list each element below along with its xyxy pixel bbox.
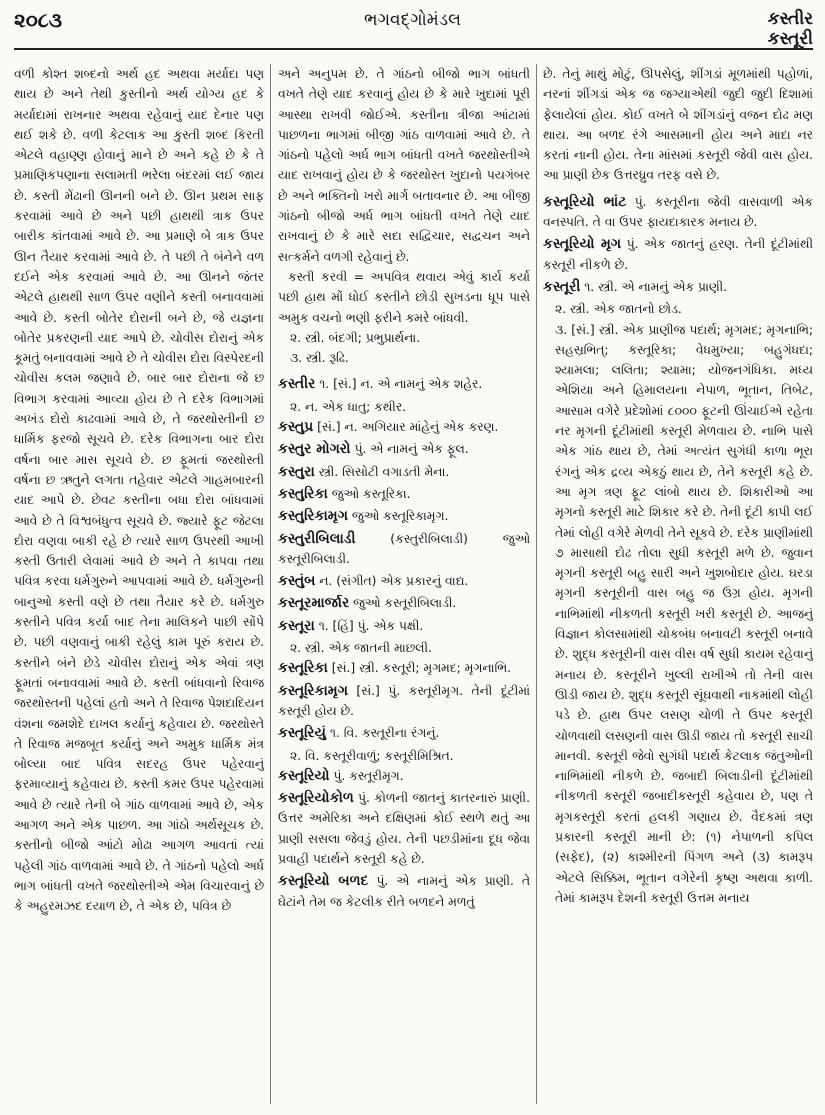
sense: ૨. ન. એક ધાતુ; કથીર. [290,399,407,414]
headword: કસ્તૂરી [543,278,581,295]
headword: કસ્તૂરિકા [278,660,328,677]
dictionary-entry [278,506,530,526]
sense: ૨. સ્ત્રી. એક જાતનો છોડ. [555,302,682,317]
dictionary-entry [278,616,530,636]
entry-continuation: છે. તેનું માથું મોટું, ઊપસેલું, શીંગડાં મૂળમાંથી પહોળાં, નરનાં શીંગડાં એક જ જગ્યાએથી જુદી જુદી દિશામાં ફેલાયેલાં હોય. કોઈ વખતે બે શીંગડાંનું વજન દોઢ મણ થાય. આ બળદ રંગે આસમાની હોય અને માદા નર કરતાં નાની હોય. તેના માંસમાં કસ્તૂરી જેવી વાસ હોય. આ પ્રાણી છેક ઉત્તરધ્રુવ તરફ વસે છે. [543,67,813,183]
headword: કસ્તુંબ [278,573,316,590]
headword: કસ્તીર [278,376,316,393]
definition: પું. એ નામનું એક ફૂલ. [354,442,469,457]
definition: ૧. વિ. કસ્તૂરીના રંગનું. [329,726,440,741]
sense: ૨. સ્ત્રી. બંદગી; પ્રભુપ્રાર્થના. [290,330,421,345]
headword: કસ્તુરા [278,463,315,480]
dictionary-entry [278,766,530,786]
entry-continuation: અને અનુપમ છે. તે ગાંઠનો બીજો ભાગ બાંધતી વખતે તેણે યાદ કરવાનું હોય છે કે મારે ખુદામાં પૂરી આસ્થા રાખવી જોઈએ. કસ્તીના ત્રીજા આંટામાં પાછળના ભાગમાં બીજી ગાંઠ વાળવામાં આવે છે. તે ગાંઠનો પહેલો અર્ધ ભાગ બાંધતી વખતે જરથોસ્તીએ યાદ રાખવાનું હોય છે કે જરથોસ્ત ખુદાનો પયગંબર છે અને ભક્તિનો ખરો માર્ગ બતાવનાર છે. આ બીજી ગાંઠનો બીજો અર્ધ ભાગ બાંધતી વખતે તેણે યાદ રાખવાનું છે કે મારે સદા સદ્વિચાર, સદ્વચન અને સત્કર્મને વળગી રહેવાનું છે. [278,67,530,264]
dictionary-entry [278,681,530,722]
definition: ૧. [હિં] પું. એક પક્ષી. [318,618,424,633]
headword: કસ્તુપ્ર [278,419,314,436]
dictionary-entry [278,417,530,437]
guide-words [768,10,813,49]
headword: કસ્તૂરિયું [278,725,326,742]
headword: કસ્તૂરિયો [278,767,330,784]
dictionary-entry [278,788,530,869]
dictionary-entry [278,529,530,570]
definition: સ્ત્રી. સિસોટી વગાડતી મેના. [318,464,450,479]
dictionary-entry [278,658,530,678]
headword: કસ્તુરિકામૃગ [278,508,348,525]
usage-example: કસ્તી કરવી = અપવિત્ર થવાય એવું કાર્ય કર્યા પછી હાથ મોં ધોઈ કસ્તીને છોડી સુખડના ધૂપ પાસે અમુક વચનો ભણી ફરીને કમરે બાંધવી. [278,269,530,325]
dictionary-entry [278,723,530,743]
headword: કસ્તુર મોગરો [278,441,351,458]
headword: કસ્તૂરિયો ભાંટ [543,193,627,210]
guide-word-last: કસ્તૂરી [767,28,813,49]
definition: [સં.] પું. કસ્તૂરીમૃગ. તેની દૂંટીમાં કસ્તૂરી હોય છે. [278,683,530,718]
dictionary-entry [278,571,530,591]
page-number: ૨૦૮૩ [14,8,63,32]
page-header [0,0,825,62]
sense: ૩. સ્ત્રી. રૂઢિ. [290,351,349,366]
entry-continuation: વળી કોશ્ત શબ્દનો અર્થ હદ અથવા મર્યાદા પણ થાય છે અને તેથી કુસ્તીનો અર્થ યોગ્ય હદ કે મર્યાદામાં રાખનાર અથવા રહેવાનું યાદ દેનાર પણ થઈ શકે છે. વળી કેટલાક આ કુસ્તી શબ્દ કિરતી એટલે વહાણ્ણ હોવાનું માને છે અને કહે છે કે તે પ્રમાણિકપણાના સલામતી ભરેલા બંદરમાં લઈ જાય છે. કસ્તી મેંઢાની ઊનની બને છે. ઊન પ્રથમ સાફ કરવામાં આવે છે અને પછી હાથથી ત્રાક ઉપર બારીક કાંતવામાં આવે છે. આ પ્રમાણે બે ત્રાક ઉપર ઊન તૈયાર કરવામાં આવે છે. તે પછી તે બંનેને વળ દઈને એક કરવામાં આવે છે. આ ઊનને જંતર એટલે હાથથી સાળ ઉપર વણીને કસ્તી બનાવવામાં આવે છે. કસ્તી બોતેર દોરાની બને છે, જે યજ્ઞના બોતેર પ્રકરણની યાદ આપે છે. ચોવીસ દોરાનું એક કૂમતું બનાવવામાં આવે છે તે ચોવીસ દોરા વિસ્પેરદની ચોવીસ કલમ જણાવે છે. બાર બાર દોરાના જે છ વિભાગ કરવામાં આવ્યા હોય છે તે દરેક વિભાગમાં અખંડ દોરો કાઢવામાં આવે છે, તે જરથોસ્તીની છ ધાર્મિક ફરજો સૂચવે છે. દરેક વિભાગના બાર દોરા વર્ષના બાર માસ સૂચવે છે. છ ફૂમતાં જરથોસ્તી વર્ષના છ ઋતુને લગતા તહેવાર એટલે ગાહમબારની યાદ આપે છે. છેવટ કસ્તીના બધા દોરા બાંધવામાં આવે છે તે વિશ્વબંધુત્વ સૂચવે છે. જ્યારે ફૂટ જેટલા દોરા વણવા બાકી રહે છે ત્યારે સાળ ઉપરથી આખી કસ્તી ઉતારી લેવામાં આવે છે અને તે કાપવા તથા પવિત્ર કરવા ધર્મગુરુને આપવામાં આવે છે. ધર્મગુરુની બાનુઓ કસ્તી વણે છે તથા તૈયાર કરે છે. ધર્મગુરુ કસ્તીને પવિત્ર કર્યા બાદ તેના માલિકને પાછી સોંપે છે. પછી વણવાનું બાકી રહેલું કામ પૂરું કરાય છે. કસ્તીને બંને છેડે ચોવીસ દોરાનું એક એવાં ત્રણ ફૂમતાં બનાવવામાં આવે છે. કસ્તી બાંધવાનો રિવાજ જરથોસ્તની પહેલાં હતો અને તે રિવાજ પેશદાદિયન વંશના જમશેદે દાખલ કર્યાનું કહેવાય છે. જરથોસ્તે તે રિવાજ મજબૂત કર્યાનું અને અમુક ધાર્મિક મંત્ર બોલ્યા બાદ પવિત્ર સદરહ ઉપર પહેરવાનું ફરમાવ્યાનું કહેવાય છે. કસ્તી કમર ઉપર પહેરવામાં આવે છે ત્યારે તેની બે ગાંઠ વાળવામાં આવે છે, એક આગળ અને એક પાછળ. આ ગાંઠો અર્થસૂચક છે. કસ્તીનો બીજો આંટો મોઢા આગળ આવતાં ત્યાં પહેલી ગાંઠ વાળવામાં આવે છે. તે ગાંઠનો પહેલો અર્ધ ભાગ બાંધતી વખતે જરથોસ્તીએ એમ વિચારવાનું છે કે અહુરમઝદ દયાળ છે, તે એક છે, પવિત્ર છે [14,67,264,914]
column-right [543,64,813,1104]
sense: ૨. સ્ત્રી. એક જાતની માછલી. [290,641,432,656]
dictionary-entry [278,484,530,504]
column-divider [536,64,537,1104]
definition: (કસ્તુરીબિલાડી) જુઓ કસ્તૂરીબિલાડી. [278,531,530,566]
definition: જુઓ કસ્તૂરીબિલાડી. [353,596,457,611]
definition: ૧. [સં.] ન. એ નામનું એક શહેર. [319,377,483,392]
definition: ન. (સંગીત) એક પ્રકારનું વાદ્ય. [319,574,469,589]
definition: પું. એક જાતનું હરણ. તેની દૂંટીમાંથી કસ્તૂરી નીકળે છે. [543,237,813,272]
definition: પું. કસ્તૂરીના જેવી વાસવાળી એક વનસ્પતિ. તે વા ઉપર ફાયદાકારક મનાય છે. [543,194,813,230]
definition: [સં.] ન. અગિયાર માંહેનું એક કરણ. [317,420,499,435]
definition: પું. કસ્તૂરીમૃગ. [333,768,404,783]
headword: કસ્તૂરા [278,617,315,634]
sense: ૩. [સં.] સ્ત્રી. એક પ્રાણીજ પદાર્થ; મૃગમદ; મૃગનાભિ; સહસ્રભિત્; કસ્તૂરિકા; વેધમુખ્યા; બહુગંધદા; શ્યામલા; લલિતા; શ્યામા; યોજનગંધિકા. મધ્ય એશિયા અને હિમાલયના નેપાળ, ભૂતાન, તિબેટ, આસામ વગેરે પ્રદેશોમાં ૮૦૦૦ ફૂટની ઊંચાઈએ રહેતા નર મૃગની દૂંટીમાંથી કસ્તૂરી મેળવાય છે. નાભિ પાસે એક ગાંઠ થાય છે, તેમાં અત્યંત સુગંધી કાળા ભૂરા રંગનું એક દ્રવ્ય એકઠું થાય છે, તેને કસ્તૂરી કહે છે. આ મૃગ ત્રણ ફૂટ લાંબો થાય છે. શિકારીઓ આ મૃગનો કસ્તૂરી માટે શિકાર કરે છે. તેની દૂંટી કાપી લઈ તેમાં લોહી વગેરે મેળવી તેને સૂકવે છે. દરેક પ્રાણીમાંથી ૭ માસાથી દોઢ તોલા સુધી કસ્તૂરી મળે છે. જુવાન મૃગની કસ્તૂરી બહુ સારી અને ખુશબોદાર હોય. ઘરડા મૃગની કસ્તૂરીની વાસ બહુ જ ઉગ્ર હોય. મૃગની નાભિમાંથી નીકળતી કસ્તૂરી ખરી કસ્તૂરી છે. આજનું વિજ્ઞાન કોલસામાંથી ચોકબંધ બનાવટી કસ્તૂરી બનાવે છે. શુદ્ધ કસ્તૂરીની વાસ વીસ વર્ષ સુધી કાયમ રહેવાનું મનાય છે. કસ્તૂરીને ખુલ્લી રાખીએ તો તેની વાસ ઊડી જાય છે. શુદ્ધ કસ્તૂરી સૂંઘવાથી નાકમાંથી લોહી પડે છે. હાથ ઉપર લસણ ચોળી તે ઉપર કસ્તૂરી ચોળવાથી લસણની વાસ ઊડી જાય તો કસ્તૂરી સાચી માનવી. કસ્તૂરી જેવો સુગંધી પદાર્થ કેટલાક જંતુઓની નાભિમાંથી નીકળે છે. જબાદી બિલાડીની દૂંટીમાંથી નીકળતી કસ્તૂરી જબાદીકસ્તૂરી કહેવાય છે, પણ તે મૃગકસ્તૂરી કરતાં હલકી ગણાય છે. વૈદકમાં ત્રણ પ્રકારની કસ્તૂરી માની છે: (૧) નેપાળની કપિલ (સફેદ), (૨) કાશ્મીરની પિંગળ અને (૩) કામરૂપ એટલે સિક્કિમ, ભૂતાન વગેરેની કૃષ્ણ અથવા કાળી. તેમાં કામરૂપ દેશની કસ્તૂરી ઉત્તમ મનાય [555,322,813,905]
definition: જુઓ કસ્તૂરિકા. [331,486,411,501]
headword: કસ્તૂરિયો મૃગ [543,236,622,253]
dictionary-entry [278,462,530,482]
headword: કસ્તૂરમાર્જાર [278,595,350,612]
dictionary-entry [278,871,530,912]
definition: પું. એ નામનું એક પ્રાણી. તે ઘેટાંને તેમ જ કેટલીક રીતે બળદને મળતું [278,874,530,909]
dictionary-entry [278,374,530,394]
guide-word-first: કસ્તીર [767,9,813,29]
column-divider [270,64,271,1104]
dictionary-entry [278,593,530,613]
definition: ૧. સ્ત્રી. એ નામનું એક પ્રાણી. [584,279,728,294]
definition: [સં.] સ્ત્રી. કસ્તૂરી; મૃગમદ; મૃગનાભિ. [331,661,512,676]
column-left [14,64,264,1104]
definition: પું. કોળની જાતનું કાતરનારું પ્રાણી. ઉત્તર અમેરિકા અને દક્ષિણમાં કોઈ સ્થળે થતું આ પ્રાણી સસલા જેવડું હોય. તેની પછડીમાંના દૂધ જેવા પ્રવાહી પદાર્થને કસ્તૂરી કહે છે. [278,791,530,866]
dictionary-entry [543,234,813,275]
headword: કસ્તુરિકા [278,485,328,502]
definition: જુઓ કસ્તૂરિકામૃગ. [351,509,449,524]
dictionary-entry [543,192,813,233]
dictionary-entry [543,277,813,297]
sense: ૨. વિ. કસ્તૂરીવાળું; કસ્તૂરીમિશ્રિત. [290,748,454,763]
book-title: ભગવદ્ગોમંડલ [364,10,461,30]
headword: કસ્તૂરિયોકોળ [278,790,354,807]
column-middle [278,64,530,1104]
headword: કસ્તૂરિકામૃગ [278,682,348,699]
headword: કસ્તુરીબિલાડી [278,530,356,547]
dictionary-entry [278,439,530,459]
headword: કસ્તૂરિયો બળદ [278,873,369,890]
header-rule [14,48,813,50]
